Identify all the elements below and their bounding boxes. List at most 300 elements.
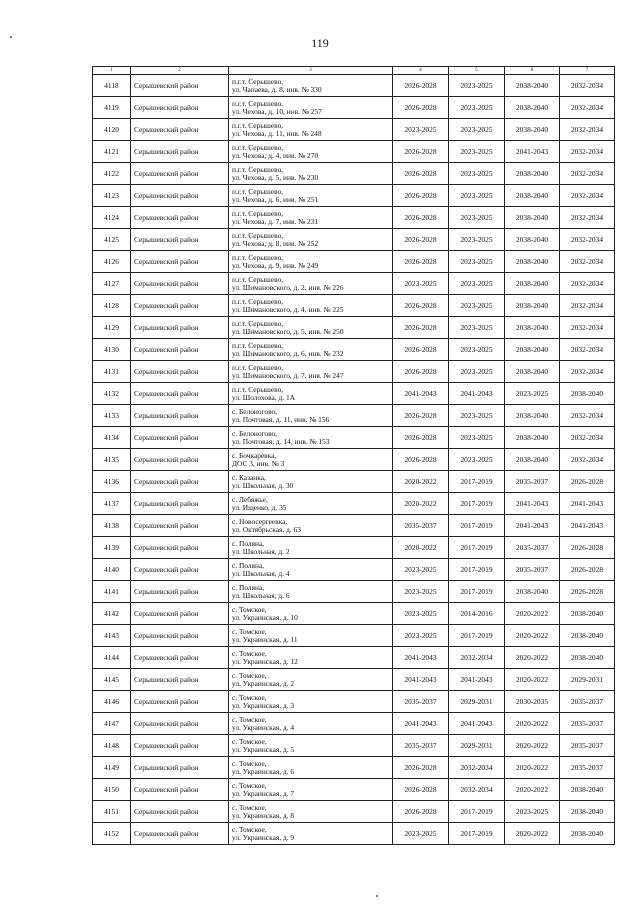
- table-row: [93, 669, 615, 691]
- address-street: ул. Почтовая, д. 14, инв. № 153: [232, 436, 330, 446]
- period-cell-col6: 2038-2040: [505, 361, 560, 383]
- period-cell-col4: 2026-2028: [393, 141, 449, 163]
- address-cell: [229, 185, 393, 207]
- period-cell-col6: 2038-2040: [505, 273, 560, 295]
- period-cell-col7: 2038-2040: [560, 603, 615, 625]
- district-cell: Серышевский район: [131, 405, 229, 427]
- period-cell-col7: 2032-2034: [560, 449, 615, 471]
- address-locality: с. Томское,: [232, 714, 267, 724]
- row-number-cell: 4132: [93, 383, 131, 405]
- table-row: [93, 295, 615, 317]
- period-cell-col7: 2032-2034: [560, 141, 615, 163]
- period-cell-col5: 2023-2025: [449, 317, 505, 339]
- period-cell-col5: 2023-2025: [449, 163, 505, 185]
- district-cell: Серышевский район: [131, 251, 229, 273]
- period-cell-col7: 2032-2034: [560, 405, 615, 427]
- table-body: [93, 75, 615, 845]
- district-cell: Серышевский район: [131, 339, 229, 361]
- period-cell-col4: 2026-2028: [393, 757, 449, 779]
- address-street: ул. Школьная, д. 2: [232, 546, 290, 556]
- row-number-cell: 4144: [93, 647, 131, 669]
- period-cell-col6: 2038-2040: [505, 405, 560, 427]
- column-number-header-row: [93, 67, 615, 75]
- period-cell-col5: 2023-2025: [449, 273, 505, 295]
- period-cell-col6: 2020-2022: [505, 647, 560, 669]
- address-cell: [229, 647, 393, 669]
- row-number-cell: 4120: [93, 119, 131, 141]
- address-street: ул. Школьная, д. 4: [232, 568, 290, 578]
- address-street: ул. Украинская, д. 5: [232, 744, 295, 754]
- address-locality: п.г.т. Серышево,: [232, 98, 284, 108]
- period-cell-col6: 2041-2043: [505, 493, 560, 515]
- period-cell-col6: 2041-2043: [505, 515, 560, 537]
- address-street: ул. Ищенко, д. 35: [232, 502, 287, 512]
- period-cell-col4: 2023-2025: [393, 625, 449, 647]
- period-cell-col4: 2026-2028: [393, 251, 449, 273]
- table-row: [93, 559, 615, 581]
- district-cell: Серышевский район: [131, 273, 229, 295]
- table-row: [93, 163, 615, 185]
- row-number-cell: 4121: [93, 141, 131, 163]
- address-locality: с. Поляна,: [232, 582, 265, 592]
- period-cell-col4: 2041-2043: [393, 647, 449, 669]
- address-cell: [229, 339, 393, 361]
- period-cell-col5: 2023-2025: [449, 361, 505, 383]
- table-row: [93, 779, 615, 801]
- address-locality: п.г.т. Серышево,: [232, 120, 284, 130]
- period-cell-col5: 2023-2025: [449, 75, 505, 97]
- period-cell-col5: 2017-2019: [449, 537, 505, 559]
- address-street: ул. Украинская, д. 12: [232, 656, 298, 666]
- period-cell-col4: 2026-2028: [393, 207, 449, 229]
- period-cell-col7: 2035-2037: [560, 691, 615, 713]
- period-cell-col6: 2038-2040: [505, 119, 560, 141]
- period-cell-col5: 2023-2025: [449, 119, 505, 141]
- period-cell-col7: 2041-2043: [560, 515, 615, 537]
- district-cell: Серышевский район: [131, 823, 229, 845]
- period-cell-col7: 2026-2028: [560, 537, 615, 559]
- address-cell: [229, 669, 393, 691]
- period-cell-col4: 2041-2043: [393, 383, 449, 405]
- address-locality: с. Томское,: [232, 604, 267, 614]
- address-street: ул. Чапаева, д. 8, инв. № 330: [232, 84, 322, 94]
- table-row: [93, 493, 615, 515]
- period-cell-col7: 2038-2040: [560, 801, 615, 823]
- address-street: ул. Шолохова, д. 1А: [232, 392, 295, 402]
- page-number: 119: [311, 36, 329, 50]
- address-street: ул. Чехова, д. 5, инв. № 230: [232, 172, 319, 182]
- row-number-cell: 4124: [93, 207, 131, 229]
- address-street: ул. Шимановского, д. 7, инв. № 247: [232, 370, 344, 380]
- period-cell-col4: 2020-2022: [393, 493, 449, 515]
- row-number-cell: 4122: [93, 163, 131, 185]
- table-row: [93, 119, 615, 141]
- address-locality: с. Поляна,: [232, 538, 265, 548]
- district-cell: Серышевский район: [131, 537, 229, 559]
- period-cell-col6: 2038-2040: [505, 207, 560, 229]
- period-cell-col7: 2038-2040: [560, 647, 615, 669]
- period-cell-col4: 2026-2028: [393, 449, 449, 471]
- address-cell: [229, 779, 393, 801]
- period-cell-col7: 2038-2040: [560, 383, 615, 405]
- period-cell-col4: 2035-2037: [393, 515, 449, 537]
- address-cell: [229, 559, 393, 581]
- period-cell-col7: 2032-2034: [560, 427, 615, 449]
- district-cell: Серышевский район: [131, 141, 229, 163]
- row-number-cell: 4152: [93, 823, 131, 845]
- row-number-cell: 4129: [93, 317, 131, 339]
- address-cell: [229, 75, 393, 97]
- address-locality: с. Томское,: [232, 824, 267, 834]
- period-cell-col6: 2038-2040: [505, 339, 560, 361]
- district-cell: Серышевский район: [131, 295, 229, 317]
- district-cell: Серышевский район: [131, 669, 229, 691]
- row-number-cell: 4140: [93, 559, 131, 581]
- district-cell: Серышевский район: [131, 515, 229, 537]
- district-cell: Серышевский район: [131, 361, 229, 383]
- row-number-cell: 4118: [93, 75, 131, 97]
- address-locality: п.г.т. Серышево,: [232, 296, 284, 306]
- table-row: [93, 713, 615, 735]
- row-number-cell: 4149: [93, 757, 131, 779]
- row-number-cell: 4135: [93, 449, 131, 471]
- period-cell-col4: 2020-2022: [393, 537, 449, 559]
- period-cell-col6: 2038-2040: [505, 185, 560, 207]
- row-number-cell: 4150: [93, 779, 131, 801]
- period-cell-col7: 2032-2034: [560, 361, 615, 383]
- period-cell-col7: 2038-2040: [560, 625, 615, 647]
- period-cell-col6: 2041-2043: [505, 141, 560, 163]
- period-cell-col7: 2035-2037: [560, 757, 615, 779]
- address-street: ул. Шимановского, д. 2, инв. № 226: [232, 282, 344, 292]
- period-cell-col7: 2041-2043: [560, 493, 615, 515]
- table-row: [93, 383, 615, 405]
- table-row: [93, 427, 615, 449]
- table-row: [93, 317, 615, 339]
- address-cell: [229, 801, 393, 823]
- district-cell: Серышевский район: [131, 119, 229, 141]
- district-cell: Серышевский район: [131, 185, 229, 207]
- table-row: [93, 207, 615, 229]
- period-cell-col5: 2041-2043: [449, 669, 505, 691]
- scan-speck: [10, 36, 12, 38]
- row-number-cell: 4142: [93, 603, 131, 625]
- address-street: ул. Украинская, д. 2: [232, 678, 295, 688]
- period-cell-col5: 2041-2043: [449, 383, 505, 405]
- address-street: ул. Украинская, д. 8: [232, 810, 295, 820]
- address-street: ул. Украинская, д. 4: [232, 722, 295, 732]
- period-cell-col5: 2029-2031: [449, 691, 505, 713]
- period-cell-col4: 2026-2028: [393, 361, 449, 383]
- district-cell: Серышевский район: [131, 229, 229, 251]
- district-cell: Серышевский район: [131, 427, 229, 449]
- district-cell: Серышевский район: [131, 471, 229, 493]
- address-cell: [229, 691, 393, 713]
- period-cell-col6: 2038-2040: [505, 449, 560, 471]
- period-cell-col5: 2032-2034: [449, 647, 505, 669]
- table-row: [93, 449, 615, 471]
- period-cell-col7: 2032-2034: [560, 163, 615, 185]
- address-locality: с. Белоногово,: [232, 406, 278, 416]
- address-street: ул. Октябрьская, д. 63: [232, 524, 301, 534]
- period-cell-col4: 2023-2025: [393, 823, 449, 845]
- address-locality: с. Томское,: [232, 648, 267, 658]
- address-street: ул. Почтовая, д. 11, инв. № 156: [232, 414, 330, 424]
- row-number-cell: 4139: [93, 537, 131, 559]
- table-row: [93, 757, 615, 779]
- address-cell: [229, 97, 393, 119]
- period-cell-col4: 2035-2037: [393, 735, 449, 757]
- address-cell: [229, 427, 393, 449]
- period-cell-col4: 2023-2025: [393, 273, 449, 295]
- address-cell: [229, 361, 393, 383]
- period-cell-col4: 2026-2028: [393, 295, 449, 317]
- row-number-cell: 4130: [93, 339, 131, 361]
- address-cell: [229, 471, 393, 493]
- table-row: [93, 537, 615, 559]
- period-cell-col6: 2020-2022: [505, 625, 560, 647]
- table-row: [93, 823, 615, 845]
- period-cell-col5: 2023-2025: [449, 251, 505, 273]
- period-cell-col7: 2038-2040: [560, 779, 615, 801]
- address-locality: с. Томское,: [232, 736, 267, 746]
- address-street: ул. Чехова, д. 8, инв. № 252: [232, 238, 319, 248]
- column-number: 5: [449, 67, 505, 75]
- district-cell: Серышевский район: [131, 75, 229, 97]
- period-cell-col7: 2038-2040: [560, 823, 615, 845]
- table-row: [93, 185, 615, 207]
- column-number: 1: [93, 67, 131, 75]
- table-row: [93, 141, 615, 163]
- period-cell-col6: 2035-2037: [505, 471, 560, 493]
- table-row: [93, 97, 615, 119]
- period-cell-col5: 2017-2019: [449, 559, 505, 581]
- period-cell-col4: 2023-2025: [393, 119, 449, 141]
- row-number-cell: 4134: [93, 427, 131, 449]
- period-cell-col5: 2017-2019: [449, 515, 505, 537]
- address-locality: с. Лебяжье,: [232, 494, 268, 504]
- district-cell: Серышевский район: [131, 581, 229, 603]
- address-cell: [229, 603, 393, 625]
- address-locality: с. Томское,: [232, 758, 267, 768]
- period-cell-col5: 2023-2025: [449, 97, 505, 119]
- district-cell: Серышевский район: [131, 97, 229, 119]
- period-cell-col7: 2026-2028: [560, 471, 615, 493]
- address-street: ул. Шимановского, д. 5, инв. № 250: [232, 326, 344, 336]
- period-cell-col6: 2038-2040: [505, 581, 560, 603]
- period-cell-col5: 2023-2025: [449, 229, 505, 251]
- address-street: ул. Чехова, д. 4, инв. № 270: [232, 150, 319, 160]
- address-cell: [229, 207, 393, 229]
- address-cell: [229, 581, 393, 603]
- period-cell-col5: 2032-2034: [449, 779, 505, 801]
- address-street: ул. Украинская, д. 7: [232, 788, 295, 798]
- address-locality: с. Томское,: [232, 670, 267, 680]
- district-cell: Серышевский район: [131, 625, 229, 647]
- row-number-cell: 4128: [93, 295, 131, 317]
- address-street: ул. Украинская, д. 6: [232, 766, 295, 776]
- table-row: [93, 581, 615, 603]
- address-locality: п.г.т. Серышево,: [232, 340, 284, 350]
- period-cell-col5: 2023-2025: [449, 207, 505, 229]
- address-locality: п.г.т. Серышево,: [232, 142, 284, 152]
- table-row: [93, 361, 615, 383]
- row-number-cell: 4143: [93, 625, 131, 647]
- scan-speck: [376, 895, 378, 897]
- address-street: ул. Чехова, д. 9, инв. № 249: [232, 260, 319, 270]
- address-street: ул. Чехова, д. 6, инв. № 251: [232, 194, 319, 204]
- period-cell-col7: 2032-2034: [560, 339, 615, 361]
- table-row: [93, 251, 615, 273]
- district-cell: Серышевский район: [131, 383, 229, 405]
- address-locality: с. Белоногово,: [232, 428, 278, 438]
- period-cell-col4: 2026-2028: [393, 97, 449, 119]
- table-row: [93, 735, 615, 757]
- table-row: [93, 273, 615, 295]
- period-cell-col4: 2026-2028: [393, 229, 449, 251]
- period-cell-col4: 2026-2028: [393, 801, 449, 823]
- column-number: 7: [560, 67, 615, 75]
- address-street: ул. Украинская, д. 3: [232, 700, 295, 710]
- column-number: 6: [505, 67, 560, 75]
- address-locality: п.г.т. Серышево,: [232, 208, 284, 218]
- period-cell-col4: 2041-2043: [393, 713, 449, 735]
- address-locality: п.г.т. Серышево,: [232, 186, 284, 196]
- address-cell: [229, 295, 393, 317]
- district-cell: Серышевский район: [131, 493, 229, 515]
- address-locality: п.г.т. Серышево,: [232, 384, 284, 394]
- address-cell: [229, 119, 393, 141]
- period-cell-col7: 2026-2028: [560, 559, 615, 581]
- period-cell-col6: 2020-2022: [505, 757, 560, 779]
- address-locality: с. Томское,: [232, 692, 267, 702]
- row-number-cell: 4151: [93, 801, 131, 823]
- period-cell-col6: 2020-2022: [505, 603, 560, 625]
- period-cell-col7: 2035-2037: [560, 713, 615, 735]
- table-row: [93, 691, 615, 713]
- period-cell-col6: 2020-2022: [505, 713, 560, 735]
- period-cell-col5: 2023-2025: [449, 427, 505, 449]
- address-cell: [229, 163, 393, 185]
- address-locality: п.г.т. Серышево,: [232, 76, 284, 86]
- period-cell-col7: 2032-2034: [560, 97, 615, 119]
- period-cell-col6: 2038-2040: [505, 295, 560, 317]
- address-cell: [229, 625, 393, 647]
- period-cell-col6: 2038-2040: [505, 75, 560, 97]
- address-locality: с. Томское,: [232, 802, 267, 812]
- row-number-cell: 4123: [93, 185, 131, 207]
- period-cell-col6: 2035-2037: [505, 559, 560, 581]
- address-locality: п.г.т. Серышево,: [232, 252, 284, 262]
- period-cell-col7: 2032-2034: [560, 251, 615, 273]
- period-cell-col5: 2041-2043: [449, 713, 505, 735]
- period-cell-col7: 2032-2034: [560, 207, 615, 229]
- row-number-cell: 4137: [93, 493, 131, 515]
- row-number-cell: 4145: [93, 669, 131, 691]
- address-locality: с. Бочкаревка,: [232, 450, 277, 460]
- district-cell: Серышевский район: [131, 757, 229, 779]
- period-cell-col5: 2023-2025: [449, 141, 505, 163]
- district-cell: Серышевский район: [131, 317, 229, 339]
- district-cell: Серышевский район: [131, 603, 229, 625]
- address-street: ул. Школьная, д. 6: [232, 590, 290, 600]
- address-cell: [229, 493, 393, 515]
- address-locality: с. Поляна,: [232, 560, 265, 570]
- period-cell-col7: 2026-2028: [560, 581, 615, 603]
- period-cell-col4: 2026-2028: [393, 317, 449, 339]
- period-cell-col4: 2026-2028: [393, 779, 449, 801]
- period-cell-col5: 2017-2019: [449, 471, 505, 493]
- housing-schedule-table: [92, 66, 615, 845]
- period-cell-col6: 2038-2040: [505, 251, 560, 273]
- period-cell-col4: 2023-2025: [393, 581, 449, 603]
- address-locality: с. Томское,: [232, 780, 267, 790]
- table-row: [93, 801, 615, 823]
- address-locality: п.г.т. Серышево,: [232, 362, 284, 372]
- period-cell-col4: 2026-2028: [393, 75, 449, 97]
- row-number-cell: 4141: [93, 581, 131, 603]
- period-cell-col5: 2017-2019: [449, 581, 505, 603]
- district-cell: Серышевский район: [131, 801, 229, 823]
- period-cell-col4: 2026-2028: [393, 405, 449, 427]
- row-number-cell: 4131: [93, 361, 131, 383]
- address-street: ул. Украинская, д. 9: [232, 832, 295, 842]
- period-cell-col6: 2038-2040: [505, 427, 560, 449]
- address-cell: [229, 735, 393, 757]
- address-street: ДОС 3, инв. № 3: [232, 458, 285, 468]
- period-cell-col7: 2032-2034: [560, 75, 615, 97]
- period-cell-col4: 2026-2028: [393, 185, 449, 207]
- period-cell-col5: 2023-2025: [449, 405, 505, 427]
- period-cell-col6: 2035-2037: [505, 537, 560, 559]
- period-cell-col7: 2032-2034: [560, 119, 615, 141]
- period-cell-col6: 2030-2035: [505, 691, 560, 713]
- address-locality: с. Новосергеевка,: [232, 516, 288, 526]
- address-street: ул. Шимановского, д. 4, инв. № 225: [232, 304, 344, 314]
- address-cell: [229, 823, 393, 845]
- period-cell-col4: 2023-2025: [393, 559, 449, 581]
- row-number-cell: 4136: [93, 471, 131, 493]
- table-row: [93, 229, 615, 251]
- period-cell-col5: 2014-2016: [449, 603, 505, 625]
- period-cell-col5: 2017-2019: [449, 801, 505, 823]
- period-cell-col5: 2017-2019: [449, 625, 505, 647]
- table-row: [93, 603, 615, 625]
- district-cell: Серышевский район: [131, 559, 229, 581]
- address-locality: п.г.т. Серышево,: [232, 318, 284, 328]
- address-street: ул. Украинская, д. 10: [232, 612, 298, 622]
- address-cell: [229, 449, 393, 471]
- address-street: ул. Чехова, д. 10, инв. № 257: [232, 106, 322, 116]
- address-cell: [229, 317, 393, 339]
- period-cell-col5: 2032-2034: [449, 757, 505, 779]
- period-cell-col6: 2020-2022: [505, 669, 560, 691]
- period-cell-col7: 2032-2034: [560, 317, 615, 339]
- row-number-cell: 4146: [93, 691, 131, 713]
- address-locality: с. Казанка,: [232, 472, 266, 482]
- address-street: ул. Чехова, д. 7, инв. № 231: [232, 216, 319, 226]
- row-number-cell: 4148: [93, 735, 131, 757]
- period-cell-col7: 2032-2034: [560, 273, 615, 295]
- address-cell: [229, 515, 393, 537]
- period-cell-col5: 2017-2019: [449, 823, 505, 845]
- table-row: [93, 515, 615, 537]
- address-cell: [229, 141, 393, 163]
- table-row: [93, 625, 615, 647]
- period-cell-col6: 2038-2040: [505, 163, 560, 185]
- address-cell: [229, 713, 393, 735]
- period-cell-col6: 2020-2022: [505, 735, 560, 757]
